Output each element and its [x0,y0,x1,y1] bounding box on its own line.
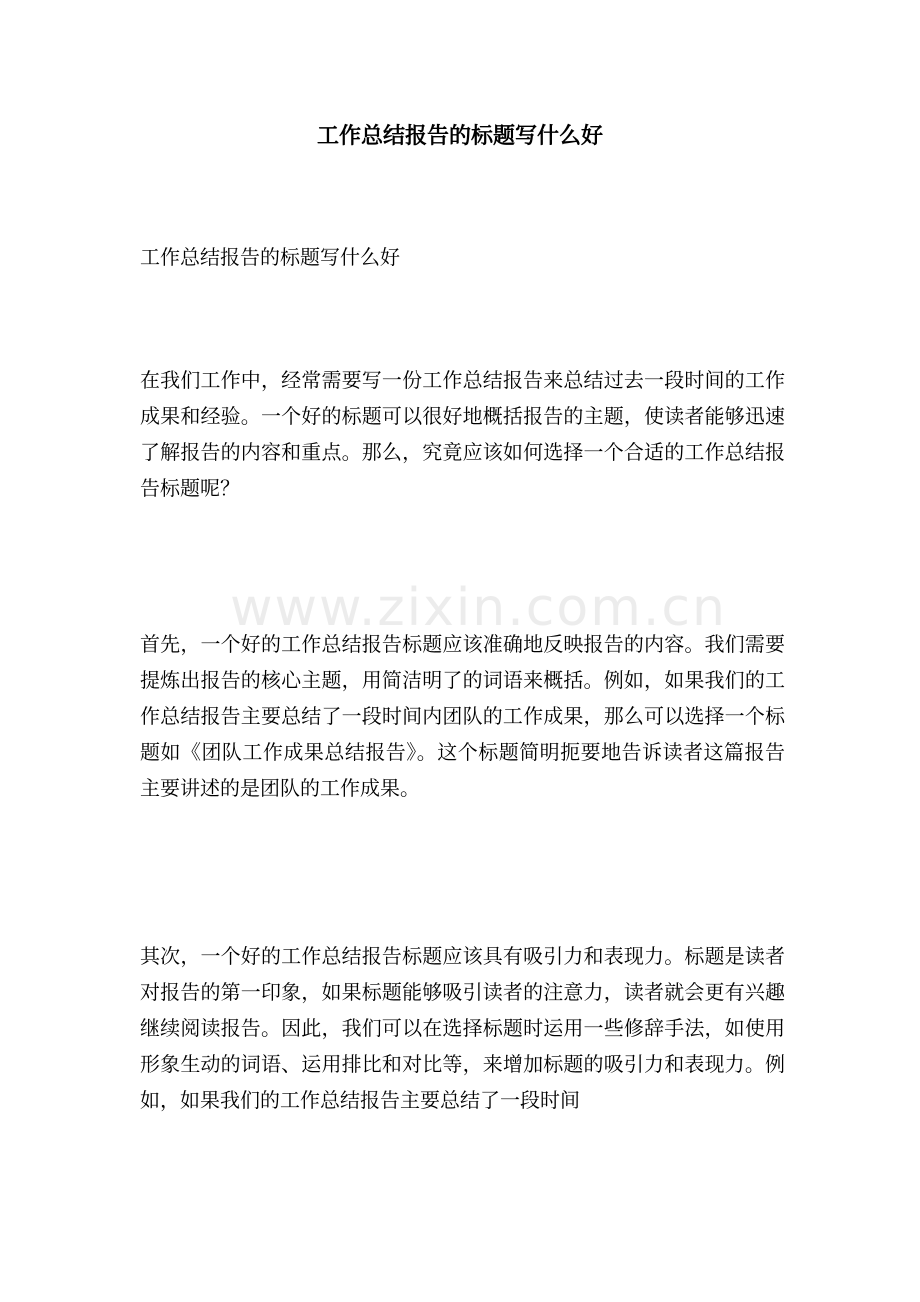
document-subtitle: 工作总结报告的标题写什么好 [140,245,400,269]
document-title: 工作总结报告的标题写什么好 [316,123,603,149]
paragraph-first-point: 首先，一个好的工作总结报告标题应该准确地反映报告的内容。我们需要提炼出报告的核心主题，用简洁明了的词语来概括。例如，如果我们的工作总结报告主要总结了一段时间内团队的工作成果，那么可以选择一个标题如《团队工作成果总结报告》。这个标题简明扼要地告诉读者这篇报告主要讲述的是团队的工作成果。 [140,632,785,800]
watermark: www.zixin.com.cn [230,578,727,638]
paragraph-intro: 在我们工作中，经常需要写一份工作总结报告来总结过去一段时间的工作成果和经验。一个好的标题可以很好地概括报告的主题，使读者能够迅速了解报告的内容和重点。那么，究竟应该如何选择一个合适的工作总结报告标题呢？ [140,368,785,500]
paragraph-second-point: 其次，一个好的工作总结报告标题应该具有吸引力和表现力。标题是读者对报告的第一印象，如果标题能够吸引读者的注意力，读者就会更有兴趣继续阅读报告。因此，我们可以在选择标题时运用一些修辞手法，如使用形象生动的词语、运用排比和对比等，来增加标题的吸引力和表现力。例如，如果我们的工作总结报告主要总结了一段时间 [140,944,785,1112]
